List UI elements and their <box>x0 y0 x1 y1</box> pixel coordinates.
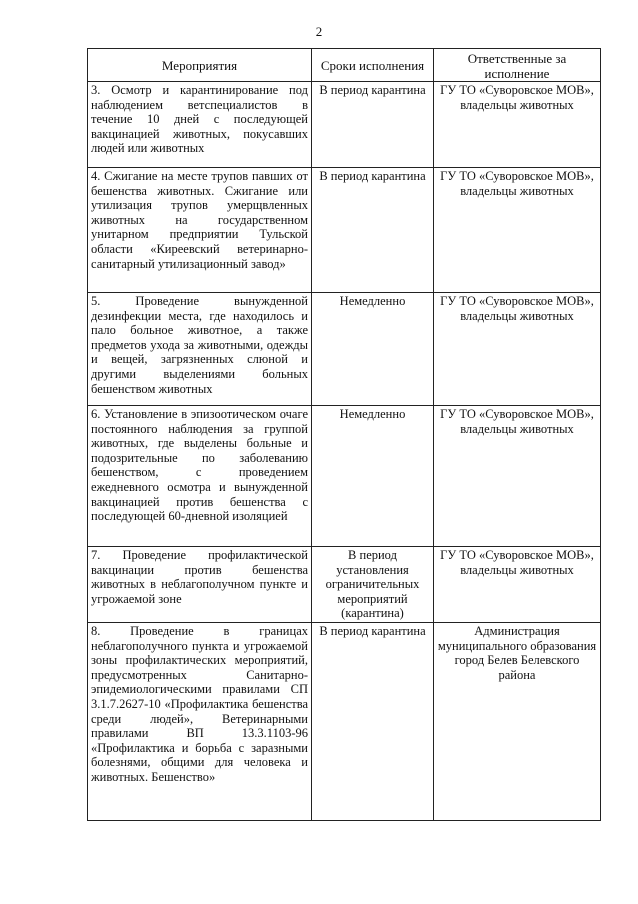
table-header-row <box>88 49 601 82</box>
activity-cell: 5. Проведение вынужденной дезинфекции места, где находилось и пало больное животное, а также предметов ухода за животными, одежды и вещей, загрязненных слюной и другими выделениями больных бешенством животных <box>88 293 312 406</box>
page-number: 2 <box>315 24 323 39</box>
responsible-cell: ГУ ТО «Суворовское МОВ», владельцы животных <box>434 547 601 623</box>
responsible-cell: ГУ ТО «Суворовское МОВ», владельцы животных <box>434 406 601 547</box>
responsible-cell: ГУ ТО «Суворовское МОВ», владельцы животных <box>434 82 601 168</box>
term-cell: В период установления ограничительных мероприятий (карантина) <box>312 547 434 623</box>
term-cell: В период карантина <box>312 82 434 168</box>
table-row <box>88 168 601 293</box>
responsible-cell: Администрация муниципального образования город Белев Белевского района <box>434 623 601 821</box>
table-row <box>88 623 601 821</box>
activity-cell: 4. Сжигание на месте трупов павших от бешенства животных. Сжигание или утилизация трупов умерщвленных животных на государственном унитарном предприятии Тульской области «Киреевский ветеринарно-санитарный утилизационный завод» <box>88 168 312 293</box>
header-activities: Мероприятия <box>88 49 312 82</box>
responsible-cell: ГУ ТО «Суворовское МОВ», владельцы животных <box>434 168 601 293</box>
table-row <box>88 293 601 406</box>
term-cell: В период карантина <box>312 168 434 293</box>
measures-table <box>87 48 601 821</box>
header-terms: Сроки исполнения <box>312 49 434 82</box>
responsible-cell: ГУ ТО «Суворовское МОВ», владельцы животных <box>434 293 601 406</box>
term-cell: Немедленно <box>312 406 434 547</box>
term-cell: Немедленно <box>312 293 434 406</box>
table-row <box>88 547 601 623</box>
activity-cell: 7. Проведение профилактической вакцинации против бешенства животных в неблагополучном пункте и угрожаемой зоне <box>88 547 312 623</box>
term-cell: В период карантина <box>312 623 434 821</box>
activity-cell: 8. Проведение в границах неблагополучного пункта и угрожаемой зоны профилактических мероприятий, предусмотренных Санитарно-эпидемиологическими правилами СП 3.1.7.2627-10 «Профилактика бешенства среди людей», Ветеринарными правилами ВП 13.3.1103-96 «Профилактика и борьба с заразными болезнями, общими для человека и животных. Бешенство» <box>88 623 312 821</box>
table-row <box>88 406 601 547</box>
table-row <box>88 82 601 168</box>
activity-cell: 6. Установление в эпизоотическом очаге постоянного наблюдения за группой животных, где выделены больные и подозрительные по заболеванию бешенством, с проведением ежедневного осмотра и вынужденной вакцинацией против бешенства с последующей 60-дневной изоляцией <box>88 406 312 547</box>
header-responsible: Ответственные за исполнение <box>434 49 601 82</box>
activity-cell: 3. Осмотр и карантинирование под наблюдением ветспециалистов в течение 10 дней с последующей вакцинацией животных, покусавших людей или животных <box>88 82 312 168</box>
